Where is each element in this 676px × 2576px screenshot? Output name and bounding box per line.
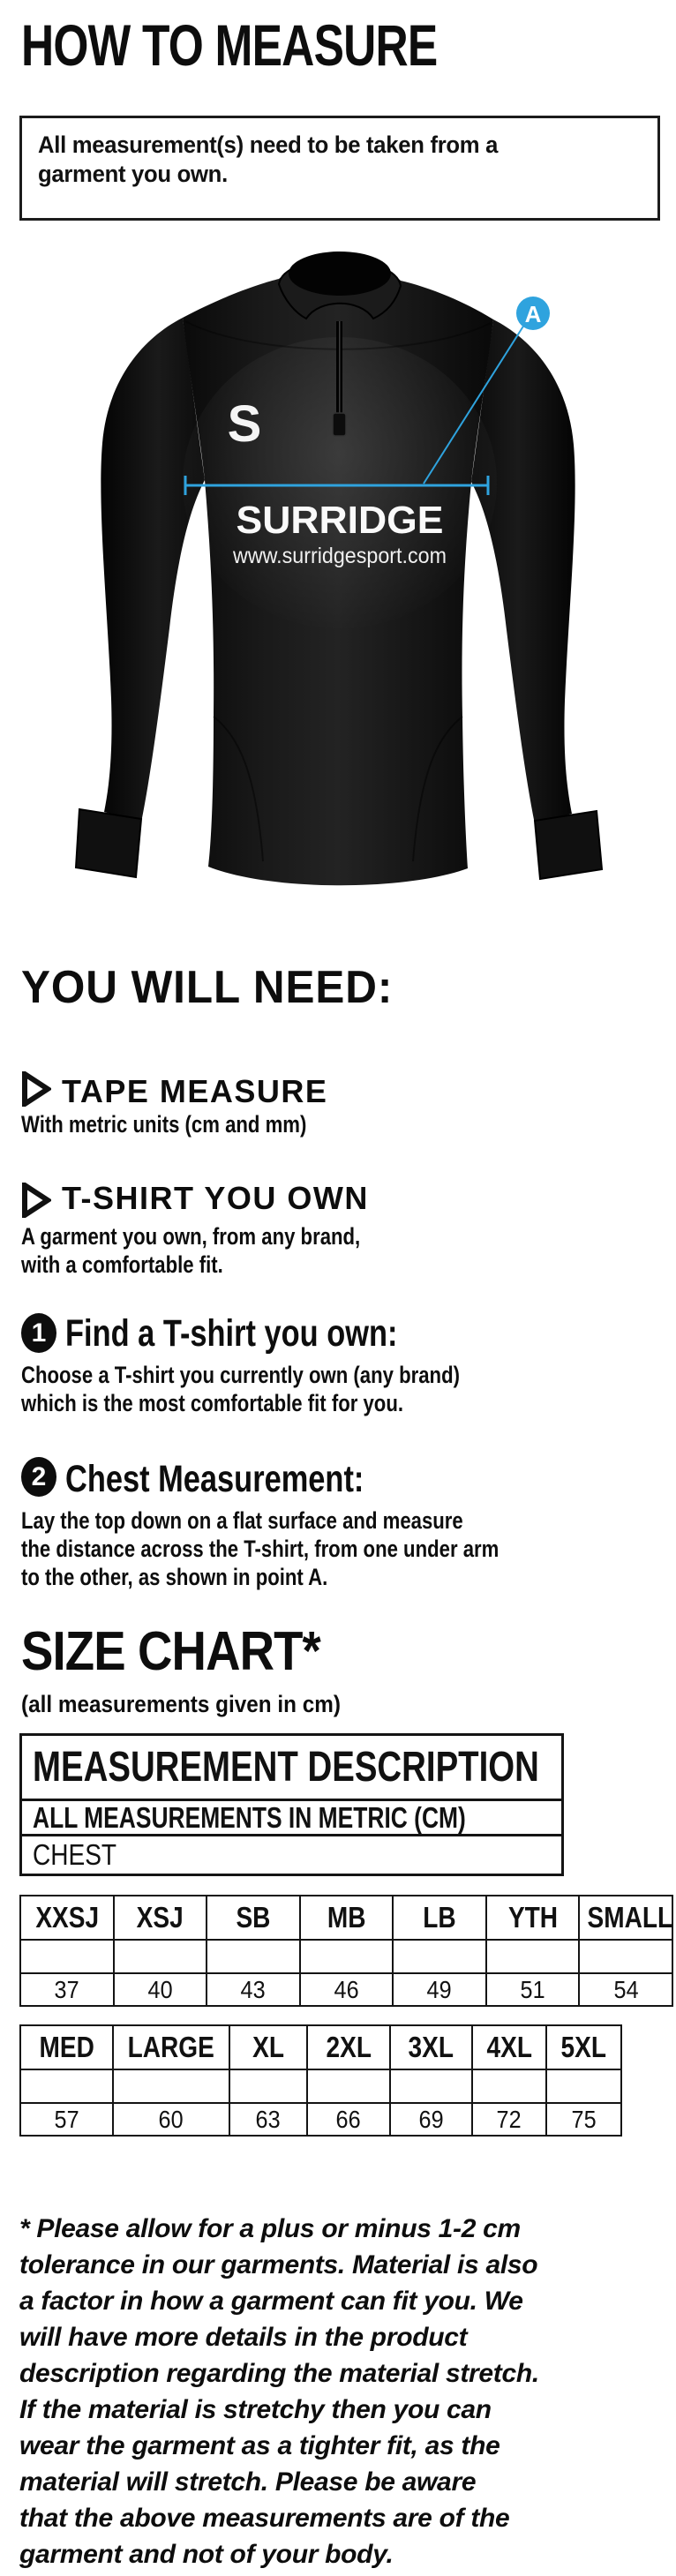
size-table-adult xyxy=(19,2024,622,2137)
description-table-row xyxy=(22,1736,561,1801)
size-header-cell: 3XL xyxy=(390,2025,472,2069)
need-item-description xyxy=(21,1110,306,1138)
spacer-cell xyxy=(300,1940,394,1973)
step-description-line: the distance across the T-shirt, from one under arm xyxy=(21,1536,499,1562)
description-table-row xyxy=(22,1836,561,1874)
spacer-row xyxy=(20,1940,672,1973)
spacer-cell xyxy=(113,2069,229,2103)
need-item-description-line: With metric units (cm and mm) xyxy=(21,1111,307,1138)
need-item-description-line: A garment you own, from any brand, xyxy=(21,1223,361,1250)
spacer-cell xyxy=(579,1940,672,1973)
spacer-cell xyxy=(20,1940,114,1973)
garment-right-sleeve xyxy=(471,319,575,824)
spacer-row xyxy=(20,2069,621,2103)
garment-left-sleeve xyxy=(101,318,205,822)
footnote-line: a factor in how a garment can fit you. We xyxy=(19,2287,523,2316)
footnote-line: that the above measurements are of the xyxy=(19,2504,510,2533)
step-description-line: to the other, as shown in point A. xyxy=(21,1564,328,1590)
size-header-cell: SB xyxy=(207,1896,300,1940)
size-header-cell: XSJ xyxy=(114,1896,207,1940)
garment-right-cuff xyxy=(535,811,602,879)
spacer-cell xyxy=(207,1940,300,1973)
spacer-cell xyxy=(114,1940,207,1973)
spacer-cell xyxy=(486,1940,580,1973)
chest-value-cell: 75 xyxy=(546,2103,621,2136)
spacer-cell xyxy=(546,2069,621,2103)
need-item-label-tape-measure: TAPE MEASURE xyxy=(62,1073,328,1109)
chest-value-cell: 40 xyxy=(114,1973,207,2006)
size-header-cell: MED xyxy=(20,2025,113,2069)
triangle-bullet-icon xyxy=(21,1183,51,1218)
chest-value-cell: 72 xyxy=(472,2103,546,2136)
chest-value-cell: 69 xyxy=(390,2103,472,2136)
size-header-row xyxy=(20,2025,621,2069)
step-description-line: Lay the top down on a flat surface and measure xyxy=(21,1507,463,1534)
spacer-cell xyxy=(472,2069,546,2103)
size-header-cell: 5XL xyxy=(546,2025,621,2069)
garment-image xyxy=(53,240,623,897)
you-will-need-heading: YOU WILL NEED: xyxy=(21,962,394,1013)
size-header-cell: LB xyxy=(393,1896,486,1940)
size-header-cell: XXSJ xyxy=(20,1896,114,1940)
garment-zipper-teeth xyxy=(339,321,341,420)
brand-url-print: www.surridgesport.com xyxy=(232,544,447,568)
notice-text-line: All measurement(s) need to be taken from a xyxy=(38,131,499,158)
spacer-cell xyxy=(229,2069,307,2103)
size-table-junior-small xyxy=(19,1895,673,2007)
spacer-cell xyxy=(307,2069,390,2103)
need-item-description-line: with a comfortable fit. xyxy=(21,1251,223,1278)
size-header-cell: YTH xyxy=(486,1896,580,1940)
step-1-description xyxy=(21,1361,460,1417)
footnote-line: tolerance in our garments. Material is also xyxy=(19,2250,538,2279)
description-table-title: MEASUREMENT DESCRIPTION xyxy=(33,1744,539,1791)
step-2-number-badge: 2 xyxy=(21,1457,56,1497)
chest-value-cell: 37 xyxy=(20,1973,114,2006)
notice-text-line: garment you own. xyxy=(38,161,228,187)
size-header-row xyxy=(20,1896,672,1940)
size-chart-subtitle: (all measurements given in cm) xyxy=(21,1691,341,1717)
size-header-cell: LARGE xyxy=(113,2025,229,2069)
footnote-line: wear the garment as a tighter fit, as the xyxy=(19,2431,500,2460)
step-1-number-badge: 1 xyxy=(21,1313,56,1353)
surridge-s-logo: S xyxy=(227,395,262,453)
footnote-line: * Please allow for a plus or minus 1-2 cm xyxy=(19,2214,521,2243)
garment-left-cuff xyxy=(76,809,141,877)
chest-value-cell: 60 xyxy=(113,2103,229,2136)
size-header-cell: XL xyxy=(229,2025,307,2069)
spacer-cell xyxy=(393,1940,486,1973)
measurement-description-table xyxy=(19,1733,564,1876)
triangle-bullet-icon xyxy=(21,1071,51,1107)
chest-value-cell: 57 xyxy=(20,2103,113,2136)
step-2-heading: Chest Measurement: xyxy=(65,1458,364,1500)
footnote-line: If the material is stretchy then you can xyxy=(19,2395,492,2424)
description-table-measure-name: CHEST xyxy=(33,1838,117,1871)
size-header-cell: SMALL xyxy=(579,1896,672,1940)
page-title: HOW TO MEASURE xyxy=(21,12,438,78)
need-item-description xyxy=(21,1222,360,1279)
garment-zipper-pull xyxy=(333,413,346,436)
tolerance-footnote xyxy=(19,2211,539,2572)
footnote-line: description regarding the material stretch. xyxy=(19,2359,539,2388)
chest-value-cell: 63 xyxy=(229,2103,307,2136)
chest-value-row xyxy=(20,1973,672,2006)
footnote-line: will have more details in the product xyxy=(19,2323,468,2352)
spacer-cell xyxy=(390,2069,472,2103)
chest-value-cell: 49 xyxy=(393,1973,486,2006)
notice-box xyxy=(19,116,660,221)
chest-value-cell: 51 xyxy=(486,1973,580,2006)
need-item-label-tshirt: T-SHIRT YOU OWN xyxy=(62,1180,369,1216)
footnote-line: garment and not of your body. xyxy=(19,2540,394,2569)
garment-neck-opening xyxy=(289,252,391,296)
chest-value-cell: 43 xyxy=(207,1973,300,2006)
garment-figure xyxy=(53,240,623,897)
size-header-cell: 4XL xyxy=(472,2025,546,2069)
chest-value-cell: 46 xyxy=(300,1973,394,2006)
brand-name-print: SURRIDGE xyxy=(236,499,444,542)
step-description-line: Choose a T-shirt you currently own (any brand) xyxy=(21,1362,460,1388)
description-table-units: ALL MEASUREMENTS IN METRIC (CM) xyxy=(33,1801,466,1834)
size-header-cell: 2XL xyxy=(307,2025,390,2069)
point-a-label: A xyxy=(524,301,542,327)
step-1-heading: Find a T-shirt you own: xyxy=(65,1312,398,1355)
spacer-cell xyxy=(20,2069,113,2103)
step-2-description xyxy=(21,1506,499,1591)
description-table-row xyxy=(22,1801,561,1836)
footnote-line: material will stretch. Please be aware xyxy=(19,2467,477,2497)
size-chart-heading: SIZE CHART* xyxy=(21,1621,320,1682)
chest-value-row xyxy=(20,2103,621,2136)
chest-value-cell: 66 xyxy=(307,2103,390,2136)
chest-value-cell: 54 xyxy=(579,1973,672,2006)
size-header-cell: MB xyxy=(300,1896,394,1940)
step-description-line: which is the most comfortable fit for you. xyxy=(21,1390,403,1416)
